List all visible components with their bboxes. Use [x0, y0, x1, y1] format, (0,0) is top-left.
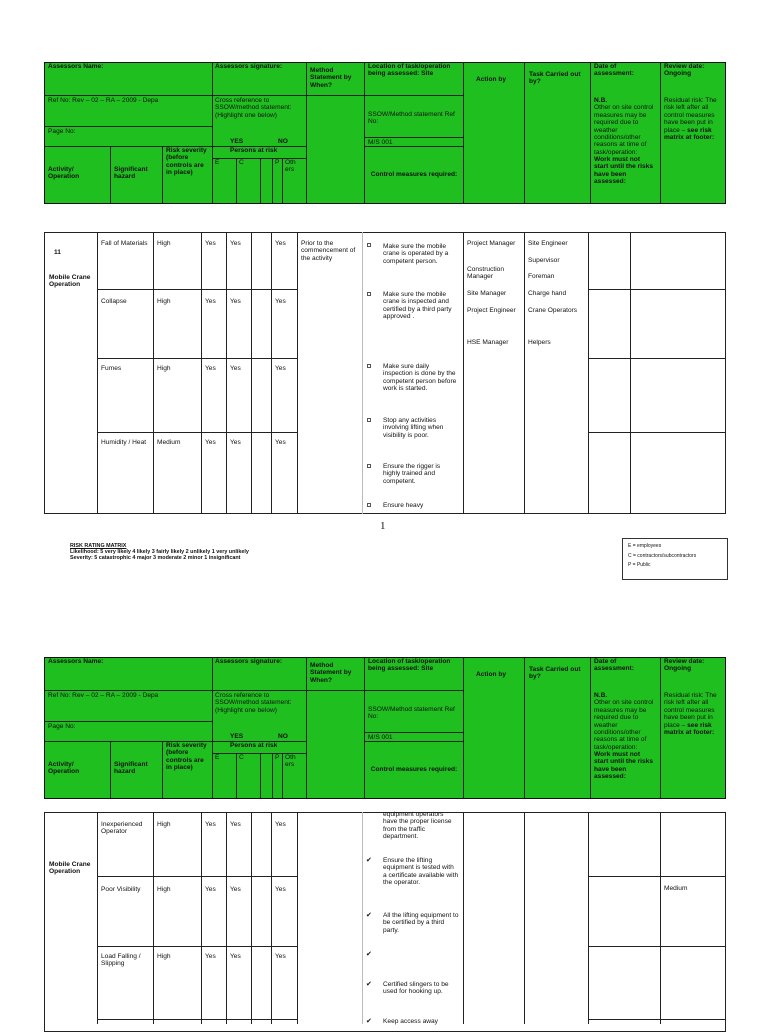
residual-note	[662, 96, 724, 142]
date-assessment-label-2: Date of assessment:	[594, 658, 634, 673]
others-p2-2: Yes	[275, 886, 286, 893]
legend-e: E = employees	[628, 543, 662, 549]
severity-2: High	[157, 298, 171, 305]
risk-severity-label-2: Risk severity (before controls are in place)	[166, 742, 207, 772]
cross-reference-2: Cross reference to SSOW/method statement: (Highlight one below)	[215, 692, 292, 714]
no-label-2: NO	[278, 733, 288, 740]
action-3: Site Manager	[467, 290, 507, 297]
e-p2-2: Yes	[205, 886, 216, 893]
hazard-1: Fall of Materials	[101, 240, 148, 247]
cross-reference: Cross reference to SSOW/method statement: (Highlight one below)	[215, 97, 292, 119]
others-1: Yes	[275, 240, 286, 247]
e-3: Yes	[205, 365, 216, 372]
nb-note-2	[592, 691, 658, 782]
assessors-name-label: Assessors Name:	[48, 63, 104, 70]
c-p2-2: Yes	[230, 886, 241, 893]
ms-ref: M/S 001	[368, 139, 393, 146]
severity-4: Medium	[157, 439, 181, 446]
carried-1: Site Engineer	[528, 240, 568, 247]
carried-4: Charge hand	[528, 290, 567, 297]
c-1: Yes	[230, 240, 241, 247]
persons-at-risk-label: Persons at risk	[230, 147, 278, 154]
nb-title-2: N.B.	[594, 692, 608, 699]
yes-label-2: YES	[230, 733, 244, 740]
action-by-label-2: Action by	[476, 671, 507, 678]
e-2: Yes	[205, 298, 216, 305]
bullet-icon	[367, 503, 371, 507]
location-label-2: Location of task/operation being assessed: Site	[368, 658, 451, 673]
e-4: Yes	[205, 439, 216, 446]
others-label: Oth ers	[285, 159, 296, 174]
control-p2-3: All the lifting equipment to be certified by a third party.	[383, 912, 459, 934]
others-3: Yes	[275, 365, 286, 372]
matrix-title: RISK RATING MATRIX	[70, 543, 127, 549]
severity-p2-3: High	[157, 953, 171, 960]
hazard-3: Fumes	[101, 365, 122, 372]
check-icon: ✔	[366, 912, 372, 919]
residual-bold: see risk matrix at footer:	[664, 126, 715, 141]
others-4: Yes	[275, 439, 286, 446]
check-icon: ✔	[366, 951, 372, 958]
location-label: Location of task/operation being assessed: Site	[368, 63, 451, 78]
action-by-label: Action by	[476, 76, 507, 83]
severity-1: High	[157, 240, 171, 247]
e-p2-1: Yes	[205, 821, 216, 828]
hazard-p2-3: Load Falling / Slipping	[101, 953, 141, 968]
method-timing: Prior to the commencement of the activity	[301, 240, 356, 262]
residual-risk-value: Medium	[664, 885, 688, 892]
e-p2-3: Yes	[205, 953, 216, 960]
control-3: Make sure daily inspection is done by the competent person before work is started.	[383, 363, 457, 393]
control-p2-1: equipment operators have the proper license from the traffic department.	[383, 811, 452, 841]
control-2: Make sure the mobile crane is inspected and certified by a third party approved .	[383, 291, 452, 321]
matrix-likelihood: Likelihood: 5 very likely 4 likely 3 fairly likely 2 unlikely 1 very unlikely	[70, 549, 249, 556]
carried-2: Supervisor	[528, 257, 560, 264]
legend-list	[626, 541, 726, 572]
nb-title: N.B.	[594, 97, 608, 104]
ref-no: Ref No: Rev – 02 – RA – 2009 - Depa	[48, 97, 159, 104]
review-date-label: Review date: Ongoing	[664, 63, 705, 78]
item-number: 11	[54, 249, 61, 256]
control-measures-label: Control measures required:	[370, 171, 458, 178]
nb-bold-2: Work must not start until the risks have been assessed:	[594, 751, 653, 781]
risk-matrix	[70, 543, 370, 562]
bullet-icon	[367, 418, 371, 422]
review-date-label-2: Review date: Ongoing	[664, 658, 705, 673]
residual-text-2: Residual risk: The risk left after all control measures have been put in place –	[664, 692, 717, 729]
e-label: E	[215, 159, 220, 166]
nb-text-2: Other on site control measures may be required due to weather conditions/other reasons at time of task/operation:	[594, 699, 654, 751]
activity-label-2: Activity/ Operation	[48, 761, 80, 776]
control-p2-6: Keep access away	[383, 1018, 438, 1025]
no-label: NO	[278, 138, 288, 145]
bullet-icon	[367, 292, 371, 296]
task-carried-label-2: Task Carried out by?	[529, 666, 581, 681]
hazard-label-2: Significant hazard	[114, 761, 148, 776]
assessors-signature-label-2: Assessors signature:	[215, 658, 283, 665]
activity-label: Activity/ Operation	[48, 166, 80, 181]
others-p2-3: Yes	[275, 953, 286, 960]
bullet-icon	[367, 243, 371, 247]
residual-note-2	[662, 691, 724, 737]
e-label-2: E	[215, 754, 220, 761]
check-icon: ✔	[366, 981, 372, 988]
action-2: Construction Manager	[467, 266, 505, 281]
nb-text: Other on site control measures may be required due to weather conditions/other reasons at time of task/operation:	[594, 104, 654, 156]
control-p2-2: Ensure the lifting equipment is tested with a certificate available with the operator.	[383, 857, 459, 887]
action-4: Project Engineer	[467, 307, 516, 314]
residual-bold-2: see risk matrix at footer:	[664, 721, 715, 736]
control-p2-5: Certified slingers to be used for hooking up.	[383, 981, 449, 996]
others-2: Yes	[275, 298, 286, 305]
page-no-2: Page No:	[48, 723, 76, 730]
page-no: Page No:	[48, 128, 76, 135]
hazard-p2-2: Poor Visibility	[101, 886, 141, 893]
c-2: Yes	[230, 298, 241, 305]
others-label-2: Oth ers	[285, 754, 296, 769]
bullet-icon	[367, 464, 371, 468]
severity-p2-2: High	[157, 886, 171, 893]
task-carried-label: Task Carried out by?	[529, 71, 581, 86]
carried-5: Crane Operators	[528, 307, 578, 314]
c-4: Yes	[230, 439, 241, 446]
ref-no-2: Ref No: Rev – 02 – RA – 2009 - Depa	[48, 692, 159, 699]
nb-note	[592, 96, 658, 187]
carried-6: Helpers	[528, 339, 551, 346]
matrix-severity: Severity: 5 catastrophic 4 major 3 moderate 2 minor 1 insignificant	[70, 555, 241, 562]
carried-3: Foreman	[528, 273, 555, 280]
bullet-icon	[367, 364, 371, 368]
control-1: Make sure the mobile crane is operated by a competent person.	[383, 243, 449, 265]
control-6: Ensure heavy	[383, 502, 424, 509]
persons-at-risk-label-2: Persons at risk	[230, 742, 278, 749]
others-p2-1: Yes	[275, 821, 286, 828]
check-icon: ✔	[366, 1018, 372, 1025]
hazard-p2-1: Inexperienced Operator	[101, 821, 143, 836]
activity-mobile-crane-2: Mobile Crane Operation	[49, 861, 91, 876]
nb-bold: Work must not start until the risks have been assessed:	[594, 156, 653, 186]
page-number: 1	[380, 520, 386, 532]
c-p2-1: Yes	[230, 821, 241, 828]
residual-text: Residual risk: The risk left after all control measures have been put in place –	[664, 97, 717, 134]
ms-ref-2: M/S 001	[368, 734, 393, 741]
hazard-label: Significant hazard	[114, 166, 148, 181]
legend-p: P = Public	[628, 562, 651, 568]
control-4: Stop any activities involving lifting when visibility is poor.	[383, 417, 444, 439]
legend-c: C = contractors/subcontractors	[628, 552, 697, 559]
assessors-signature-label: Assessors signature:	[215, 63, 283, 70]
assessors-name-label-2: Assessors Name:	[48, 658, 104, 665]
c-label: C	[239, 159, 244, 166]
e-1: Yes	[205, 240, 216, 247]
ssow-ref: SSOW/Method statement Ref No:	[368, 111, 455, 126]
c-label-2: C	[239, 754, 244, 761]
c-3: Yes	[230, 365, 241, 372]
check-icon: ✔	[366, 857, 372, 864]
severity-p2-1: High	[157, 821, 171, 828]
action-1: Project Manager	[467, 240, 516, 247]
hazard-2: Collapse	[101, 298, 127, 305]
yes-label: YES	[230, 138, 244, 145]
ssow-ref-2: SSOW/Method statement Ref No:	[368, 706, 455, 721]
control-5: Ensure the rigger is highly trained and competent.	[383, 463, 441, 485]
c-p2-3: Yes	[230, 953, 241, 960]
control-measures-label-2: Control measures required:	[370, 766, 458, 773]
method-statement-label-2: Method Statement by When?	[310, 662, 352, 684]
risk-severity-label: Risk severity (before controls are in place)	[166, 147, 207, 177]
hazard-4: Humidity / Heat	[101, 439, 147, 446]
action-5: HSE Manager	[467, 339, 509, 346]
date-assessment-label: Date of assessment:	[594, 63, 634, 78]
severity-3: High	[157, 365, 171, 372]
activity-mobile-crane: Mobile Crane Operation	[49, 274, 91, 289]
p-label: P	[275, 159, 280, 166]
method-statement-label: Method Statement by When?	[310, 67, 352, 89]
p-label-2: P	[275, 754, 280, 761]
